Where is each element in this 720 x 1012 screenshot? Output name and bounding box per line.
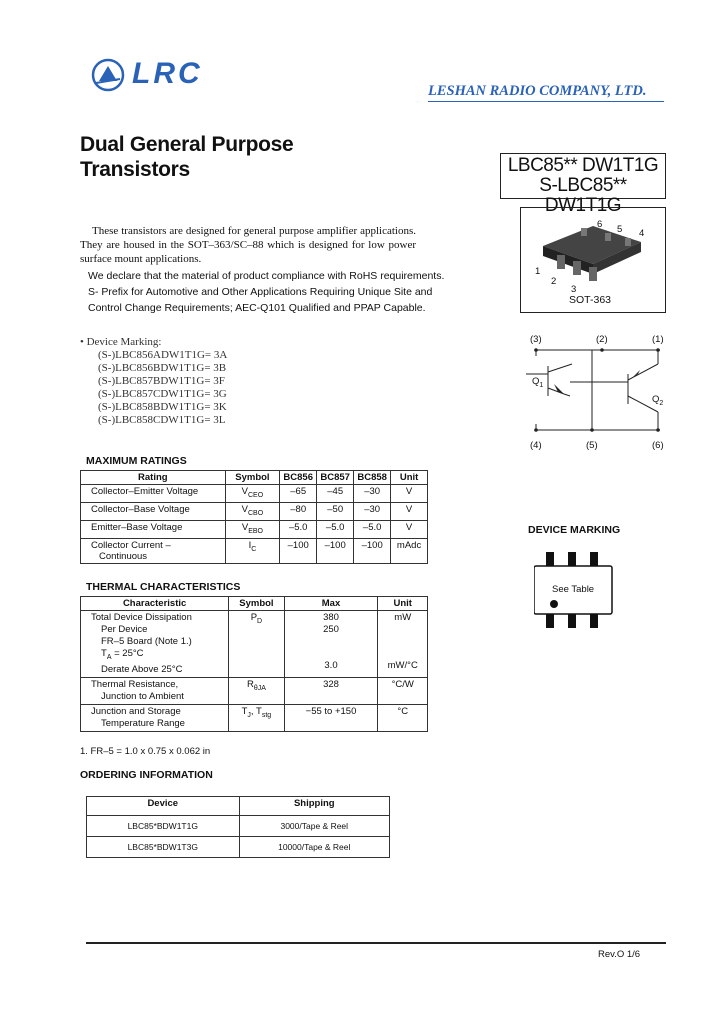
unit-cell: V: [391, 503, 428, 521]
col-header: Max: [284, 597, 378, 611]
value-cell: –5.0: [280, 521, 317, 539]
pin-top-3: (3): [530, 334, 542, 345]
shipping-cell: 3000/Tape & Reel: [239, 816, 389, 837]
marking-item: (S-)LBC857BDW1T1G= 3F: [98, 375, 225, 387]
col-header: Symbol: [225, 471, 280, 485]
device-marking-figure: [534, 552, 624, 632]
max-cell: 380 250 3.0: [284, 611, 378, 678]
symbol-cell: $V_{CEO}$: [225, 485, 280, 503]
symbol-cell: $T_J$, $T_{stg}$: [229, 704, 284, 731]
pin-label-6: 6: [597, 219, 603, 230]
title-line-2: Transistors: [80, 158, 190, 181]
device-marking-list: [80, 336, 227, 427]
pin-label-2: 2: [551, 276, 557, 287]
pin-label-4: 4: [639, 228, 645, 239]
lrc-logo-icon: [90, 57, 126, 93]
characteristic-cell: Thermal Resistance, Junction to Ambient: [81, 677, 229, 704]
table-row: [81, 503, 428, 521]
prefix-statement-2: Control Change Requirements; AEC-Q101 Qualified and PPAP Capable.: [88, 302, 426, 314]
table-row: [87, 837, 390, 858]
thermal-footnote: 1. FR–5 = 1.0 x 0.75 x 0.062 in: [80, 746, 211, 757]
sot363-package-icon: [521, 208, 665, 298]
marking-heading: • Device Marking:: [80, 336, 162, 348]
col-header: Device: [87, 797, 240, 816]
marking-item: (S-)LBC856BDW1T1G= 3B: [98, 362, 227, 374]
table-row: [81, 521, 428, 539]
col-header: Unit: [391, 471, 428, 485]
pin-top-2: (2): [596, 334, 608, 345]
max-ratings-title: MAXIMUM RATINGS: [86, 455, 187, 467]
pin-label-3: 3: [571, 284, 577, 295]
prefix-statement-1: S- Prefix for Automotive and Other Applications Requiring Unique Site and: [88, 286, 433, 298]
table-header-row: [81, 597, 428, 611]
symbol-cell: $V_{CBO}$: [225, 503, 280, 521]
rating-cell: Collector–Base Voltage: [81, 503, 226, 521]
col-header: Characteristic: [81, 597, 229, 611]
col-header: Unit: [378, 597, 428, 611]
q2-label: $Q_2$: [652, 394, 664, 407]
max-ratings-table: [80, 470, 428, 564]
part-number-1: LBC85** DW1T1G: [507, 155, 659, 176]
title-line-1: Dual General Purpose: [80, 133, 294, 156]
marking-item: (S-)LBC858CDW1T1G= 3L: [98, 414, 226, 426]
package-box: [520, 207, 666, 313]
table-row: [81, 485, 428, 503]
company-name: LESHAN RADIO COMPANY, LTD.: [428, 83, 647, 99]
unit-cell: mAdc: [391, 539, 428, 564]
col-header: Rating: [81, 471, 226, 485]
value-cell: –50: [317, 503, 354, 521]
value-cell: –30: [354, 503, 391, 521]
marking-item: (S-)LBC858BDW1T1G= 3K: [98, 401, 227, 413]
value-cell: –80: [280, 503, 317, 521]
header-rule: [428, 101, 664, 102]
table-row: [81, 677, 428, 704]
col-header: BC856: [280, 471, 317, 485]
symbol-cell: $V_{EBO}$: [225, 521, 280, 539]
pin-label-1: 1: [535, 266, 541, 277]
device-cell: LBC85*BDW1T3G: [87, 837, 240, 858]
value-cell: –100: [354, 539, 391, 564]
schematic-diagram: [510, 334, 680, 454]
unit-cell: mW mW/°C: [378, 611, 428, 678]
thermal-table: [80, 596, 428, 732]
footer-rule: [86, 942, 666, 944]
q1-label: $Q_1$: [532, 376, 544, 389]
unit-cell: °C: [378, 704, 428, 731]
pin-top-1: (1): [652, 334, 664, 345]
package-label: SOT-363: [569, 294, 612, 306]
marking-item: (S-)LBC857CDW1T1G= 3G: [98, 388, 227, 400]
value-cell: –45: [317, 485, 354, 503]
symbol-cell: $P_D$: [229, 611, 284, 678]
col-header: Symbol: [229, 597, 284, 611]
table-row: [81, 611, 428, 678]
table-row: [87, 816, 390, 837]
marking-label: See Table: [552, 584, 595, 595]
page-title: [80, 132, 293, 182]
pin-bottom-4: (4): [530, 440, 542, 451]
unit-cell: V: [391, 485, 428, 503]
unit-cell: V: [391, 521, 428, 539]
part-number-2: S-LBC85** DW1T1G: [539, 175, 627, 216]
part-number-box: [500, 153, 666, 216]
pin-bottom-6: (6): [652, 440, 664, 451]
device-marking-title: DEVICE MARKING: [528, 524, 621, 536]
unit-cell: °C/W: [378, 677, 428, 704]
table-header-row: [81, 471, 428, 485]
value-cell: –100: [280, 539, 317, 564]
max-cell: −55 to +150: [284, 704, 378, 731]
rating-cell: Collector Current – Continuous: [81, 539, 226, 564]
table-header-row: [87, 797, 390, 816]
description-paragraph: These transistors are designed for general purpose amplifier applications. They are housed in the SOT–363/SC–88 which is designed for low power surface mount applications.: [80, 225, 416, 265]
value-cell: –5.0: [317, 521, 354, 539]
rating-cell: Emitter–Base Voltage: [81, 521, 226, 539]
col-header: BC858: [354, 471, 391, 485]
shipping-cell: 10000/Tape & Reel: [239, 837, 389, 858]
value-cell: –65: [280, 485, 317, 503]
rating-cell: Collector–Emitter Voltage: [81, 485, 226, 503]
marking-item: (S-)LBC856ADW1T1G= 3A: [98, 349, 228, 361]
thermal-title: THERMAL CHARACTERISTICS: [86, 581, 241, 593]
table-row: [81, 539, 428, 564]
symbol-cell: $R_{\theta JA}$: [229, 677, 284, 704]
ordering-title: ORDERING INFORMATION: [80, 769, 213, 781]
value-cell: –100: [317, 539, 354, 564]
table-row: [81, 704, 428, 731]
col-header: Shipping: [239, 797, 389, 816]
device-cell: LBC85*BDW1T1G: [87, 816, 240, 837]
value-cell: –30: [354, 485, 391, 503]
ordering-table: [86, 796, 390, 858]
pin-label-5: 5: [617, 224, 623, 235]
pin-bottom-5: (5): [586, 440, 598, 451]
symbol-cell: $I_C$: [225, 539, 280, 564]
characteristic-cell: Junction and Storage Temperature Range: [81, 704, 229, 731]
rohs-statement: We declare that the material of product compliance with RoHS requirements.: [88, 270, 445, 282]
col-header: BC857: [317, 471, 354, 485]
value-cell: –5.0: [354, 521, 391, 539]
company-logo: [90, 55, 220, 95]
logo-text: LRC: [132, 57, 203, 90]
characteristic-cell: Total Device Dissipation Per Device FR–5 Board (Note 1.) $T_A = 25^\circ C$ Derate Above 25°C: [81, 611, 229, 678]
revision-page: Rev.O 1/6: [598, 949, 641, 960]
max-cell: 328: [284, 677, 378, 704]
